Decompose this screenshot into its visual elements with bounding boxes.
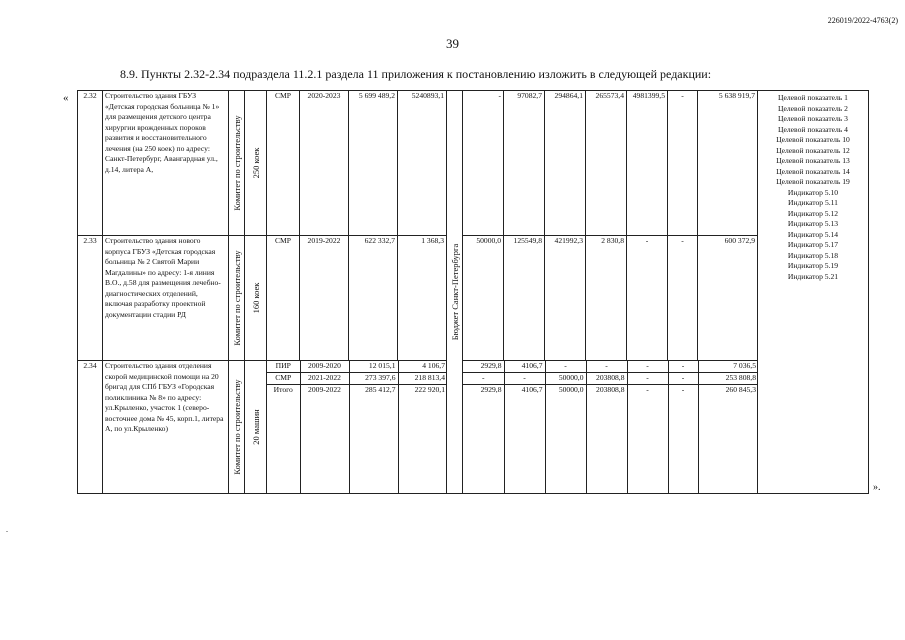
closing-quote: ».	[873, 482, 881, 493]
period: 2019-2022	[300, 236, 349, 361]
sub-row	[463, 373, 758, 385]
committee-label: Комитет по строительству	[231, 250, 242, 346]
value-cell: -	[668, 385, 698, 493]
value-cell: 4 106,7	[398, 361, 447, 373]
value-cell: 50000,0	[545, 385, 586, 493]
committee-cell	[229, 361, 245, 494]
indicator-item: Целевой показатель 12	[776, 145, 850, 155]
value-cell: -	[668, 91, 698, 236]
capacity-label: 160 коек	[250, 282, 261, 314]
value-cell: 253 808,8	[698, 373, 758, 385]
value-cell: 203808,8	[586, 373, 627, 385]
capacity-cell	[245, 361, 267, 494]
indicator-item: Индикатор 5.14	[787, 229, 839, 239]
work-type: СМР	[267, 91, 300, 236]
value-cell: -	[668, 373, 698, 385]
period: 2021-2022	[300, 373, 349, 385]
table-row	[78, 361, 869, 494]
object-description: Строительство здания отделения скорой медицинской помощи на 20 бригад для СПб ГБУЗ «Городская поликлиника № 8» по адресу: ул.Крыленко, участок 1 (северо-восточнее дома № 45, корп.1, литера А, по ул.Крыленко)	[103, 361, 229, 494]
indicator-item: Индикатор 5.21	[787, 271, 839, 281]
indicator-item: Индикатор 5.17	[787, 240, 839, 249]
total-cost: 12 015,1	[349, 361, 398, 373]
sub-rows-left	[267, 361, 447, 494]
value-cell: 218 813,4	[398, 373, 447, 385]
total-cost: 622 332,7	[349, 236, 398, 361]
value-cell: 260 845,3	[698, 385, 758, 493]
work-type: Итого	[267, 385, 300, 493]
period: 2009-2020	[300, 361, 349, 373]
sub-row	[267, 373, 447, 385]
section-heading: 8.9. Пункты 2.32-2.34 подраздела 11.2.1 раздела 11 приложения к постановлению изложить в следующей редакции:	[120, 67, 712, 81]
opening-quote: «	[63, 92, 69, 104]
document-id: 226019/2022-4763(2)	[827, 16, 898, 25]
value-cell: 4106,7	[504, 385, 545, 493]
committee-label: Комитет по строительству	[231, 115, 242, 211]
value-cell: 125549,8	[504, 236, 545, 361]
value-cell: -	[463, 91, 504, 236]
sub-row	[267, 385, 447, 493]
value-cell: -	[627, 361, 668, 373]
sub-row	[463, 361, 758, 373]
sub-row	[463, 385, 758, 493]
committee-cell	[229, 236, 245, 361]
sub-table-right	[463, 361, 758, 493]
indicator-item: Целевой показатель 1	[778, 93, 848, 102]
indicator-item: Индикатор 5.10	[787, 187, 839, 197]
value-cell: 50000,0	[463, 236, 504, 361]
value-cell: 265573,4	[586, 91, 627, 236]
indicator-item: Целевой показатель 13	[776, 156, 850, 165]
indicator-item: Целевой показатель 4	[778, 124, 848, 134]
work-type: СМР	[267, 236, 300, 361]
indicator-item: Целевой показатель 10	[776, 135, 850, 144]
table-row	[78, 91, 869, 236]
value-cell: -	[668, 361, 698, 373]
object-description: Строительство здания ГБУЗ «Детская городская больница № 1» для размещения детского центра хирургии врожденных пороков развития и восстановительного лечения (на 250 коек) по адресу: Санкт-Петербург, Авангардная ул., д.14, литера А,	[103, 91, 229, 236]
value-cell: 2 830,8	[586, 236, 627, 361]
value-cell: 97082,7	[504, 91, 545, 236]
value-cell: 2929,8	[463, 385, 504, 493]
value-cell: -	[545, 361, 586, 373]
object-description: Строительство здания нового корпуса ГБУЗ «Детская городская больница № 2 Святой Марии Магдалины» по адресу: 1-я линия В.О., д.58 для размещения лечебно-диагностических отделений, включая разработку проектной документации стадии РД	[103, 236, 229, 361]
work-type: СМР	[267, 373, 300, 385]
indicator-item: Целевой показатель 19	[776, 177, 850, 186]
program-table	[77, 90, 869, 494]
capacity-label: 250 коек	[250, 147, 261, 179]
total-cost: 285 412,7	[349, 385, 398, 493]
value-cell: 4981399,5	[627, 91, 668, 236]
capacity-cell	[245, 91, 267, 236]
period: 2020-2023	[300, 91, 349, 236]
row-number: 2.33	[78, 236, 103, 361]
value-cell: 2929,8	[463, 361, 504, 373]
indicators-cell	[758, 91, 869, 494]
budget-cell	[447, 91, 463, 494]
indicator-item: Индикатор 5.13	[787, 219, 839, 228]
value-cell: 421992,3	[545, 236, 586, 361]
sub-row	[267, 361, 447, 373]
total-cost: 273 397,6	[349, 373, 398, 385]
work-type: ПИР	[267, 361, 300, 373]
indicator-item: Целевой показатель 2	[778, 103, 848, 113]
value-cell: -	[627, 385, 668, 493]
capacity-cell	[245, 236, 267, 361]
page-number: 39	[446, 36, 459, 51]
committee-cell	[229, 91, 245, 236]
value-cell: -	[504, 373, 545, 385]
value-cell: 50000,0	[545, 373, 586, 385]
indicator-item: Индикатор 5.12	[787, 208, 839, 218]
value-cell: 600 372,9	[698, 236, 758, 361]
indicators-list	[760, 93, 866, 282]
sub-table-left	[267, 361, 447, 493]
value-cell: 5240893,1	[398, 91, 447, 236]
value-cell: -	[627, 373, 668, 385]
indicator-item: Индикатор 5.18	[787, 250, 839, 260]
committee-label: Комитет по строительству	[231, 379, 242, 475]
indicator-item: Целевой показатель 3	[778, 114, 848, 123]
value-cell: -	[463, 373, 504, 385]
value-cell: 1 368,3	[398, 236, 447, 361]
capacity-label: 20 машин	[250, 409, 261, 445]
budget-label: Бюджет Санкт-Петербурга	[449, 243, 460, 340]
margin-mark: .	[6, 525, 8, 534]
value-cell: 4106,7	[504, 361, 545, 373]
value-cell: -	[668, 236, 698, 361]
sub-rows-right	[463, 361, 758, 494]
indicator-item: Индикатор 5.11	[788, 198, 838, 207]
value-cell: 7 036,5	[698, 361, 758, 373]
indicator-item: Индикатор 5.19	[787, 261, 839, 270]
value-cell: -	[586, 361, 627, 373]
value-cell: 203808,8	[586, 385, 627, 493]
total-cost: 5 699 489,2	[349, 91, 398, 236]
row-number: 2.32	[78, 91, 103, 236]
value-cell: 294864,1	[545, 91, 586, 236]
table-row	[78, 236, 869, 361]
value-cell: 222 920,1	[398, 385, 447, 493]
value-cell: 5 638 919,7	[698, 91, 758, 236]
value-cell: -	[627, 236, 668, 361]
row-number: 2.34	[78, 361, 103, 494]
indicator-item: Целевой показатель 14	[776, 166, 850, 176]
period: 2009-2022	[300, 385, 349, 493]
